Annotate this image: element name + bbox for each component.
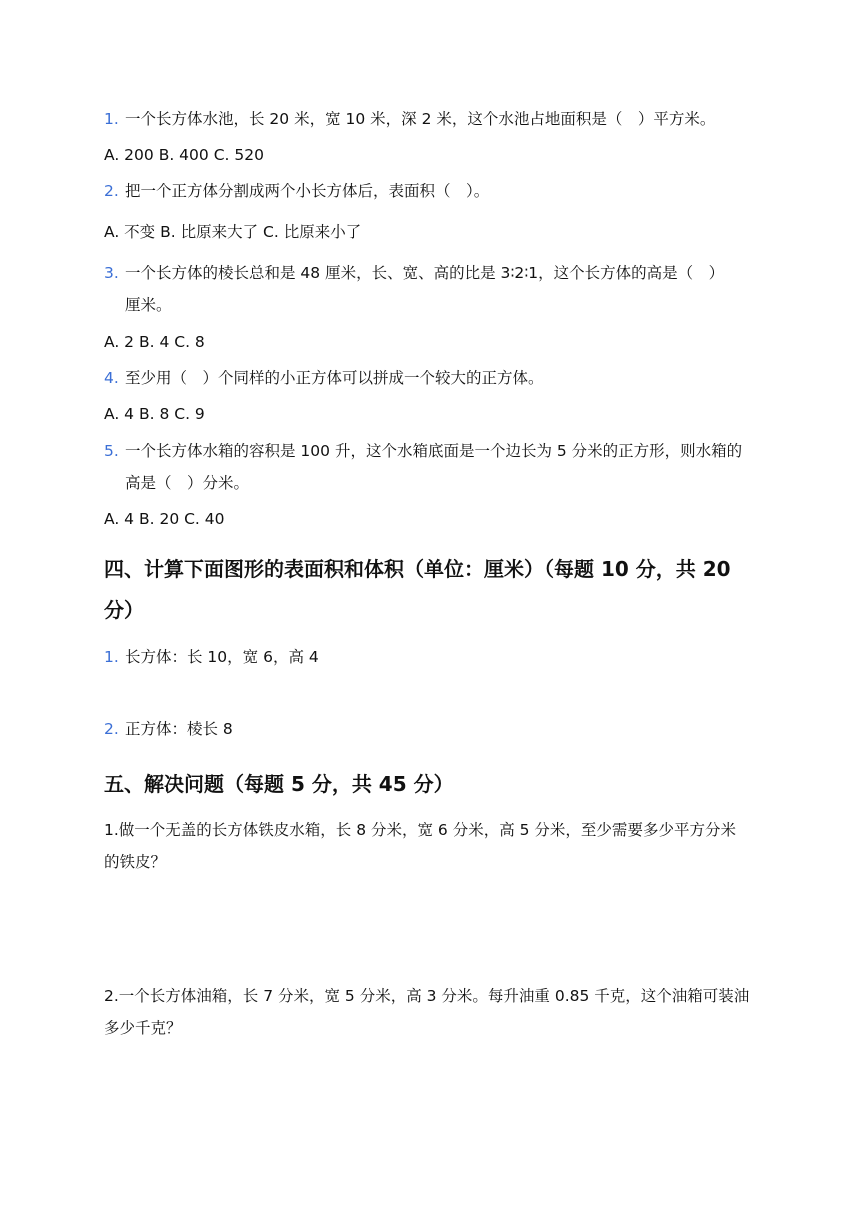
- question-5-number: 5.: [104, 442, 119, 460]
- section-4-item-1-number: 1.: [104, 648, 119, 666]
- problem-1-line-2: 的铁皮？: [104, 853, 167, 871]
- section-4-item-2-number: 2.: [104, 720, 119, 738]
- question-2-number: 2.: [104, 182, 119, 200]
- question-3-text-line-1: 一个长方体的棱长总和是 48 厘米，长、宽、高的比是 3∶2∶1，这个长方体的高是（ ）: [125, 264, 725, 282]
- question-3-number: 3.: [104, 264, 119, 282]
- section-5-title: 五、解决问题（每题 5 分，共 45 分）: [104, 772, 454, 796]
- question-1-options: A. 200 B. 400 C. 520: [104, 146, 264, 164]
- question-4-number: 4.: [104, 369, 119, 387]
- question-2-options: A. 不变 B. 比原来大了 C. 比原来小了: [104, 223, 362, 241]
- question-3-options: A. 2 B. 4 C. 8: [104, 333, 205, 351]
- problem-2-line-2: 多少千克？: [104, 1019, 182, 1037]
- question-3-text-line-2: 厘米。: [125, 296, 172, 314]
- question-5-options: A. 4 B. 20 C. 40: [104, 510, 225, 528]
- section-4-item-2-text: 正方体：棱长 8: [125, 720, 233, 738]
- question-4-text: 至少用（ ）个同样的小正方体可以拼成一个较大的正方体。: [125, 369, 544, 387]
- question-1-number: 1.: [104, 110, 119, 128]
- section-4-item-1-text: 长方体：长 10，宽 6，高 4: [125, 648, 319, 666]
- question-5-text-line-2: 高是（ ）分米。: [125, 474, 250, 492]
- section-4-title-line-1: 四、计算下面图形的表面积和体积（单位：厘米）（每题 10 分，共 20: [104, 557, 731, 581]
- question-5-text-line-1: 一个长方体水箱的容积是 100 升，这个水箱底面是一个边长为 5 分米的正方形，则水箱的: [125, 442, 743, 460]
- problem-2-line-1: 2.一个长方体油箱，长 7 分米，宽 5 分米，高 3 分米。每升油重 0.85 千克，这个油箱可装油: [104, 987, 750, 1005]
- question-2-text: 把一个正方体分割成两个小长方体后，表面积（ ）。: [125, 182, 490, 200]
- problem-1-line-1: 1.做一个无盖的长方体铁皮水箱，长 8 分米，宽 6 分米，高 5 分米，至少需要多少平方分米: [104, 821, 736, 839]
- section-4-title-line-2: 分）: [104, 598, 144, 622]
- question-4-options: A. 4 B. 8 C. 9: [104, 405, 205, 423]
- question-1-text: 一个长方体水池，长 20 米，宽 10 米，深 2 米，这个水池占地面积是（ ）平方米。: [125, 110, 716, 128]
